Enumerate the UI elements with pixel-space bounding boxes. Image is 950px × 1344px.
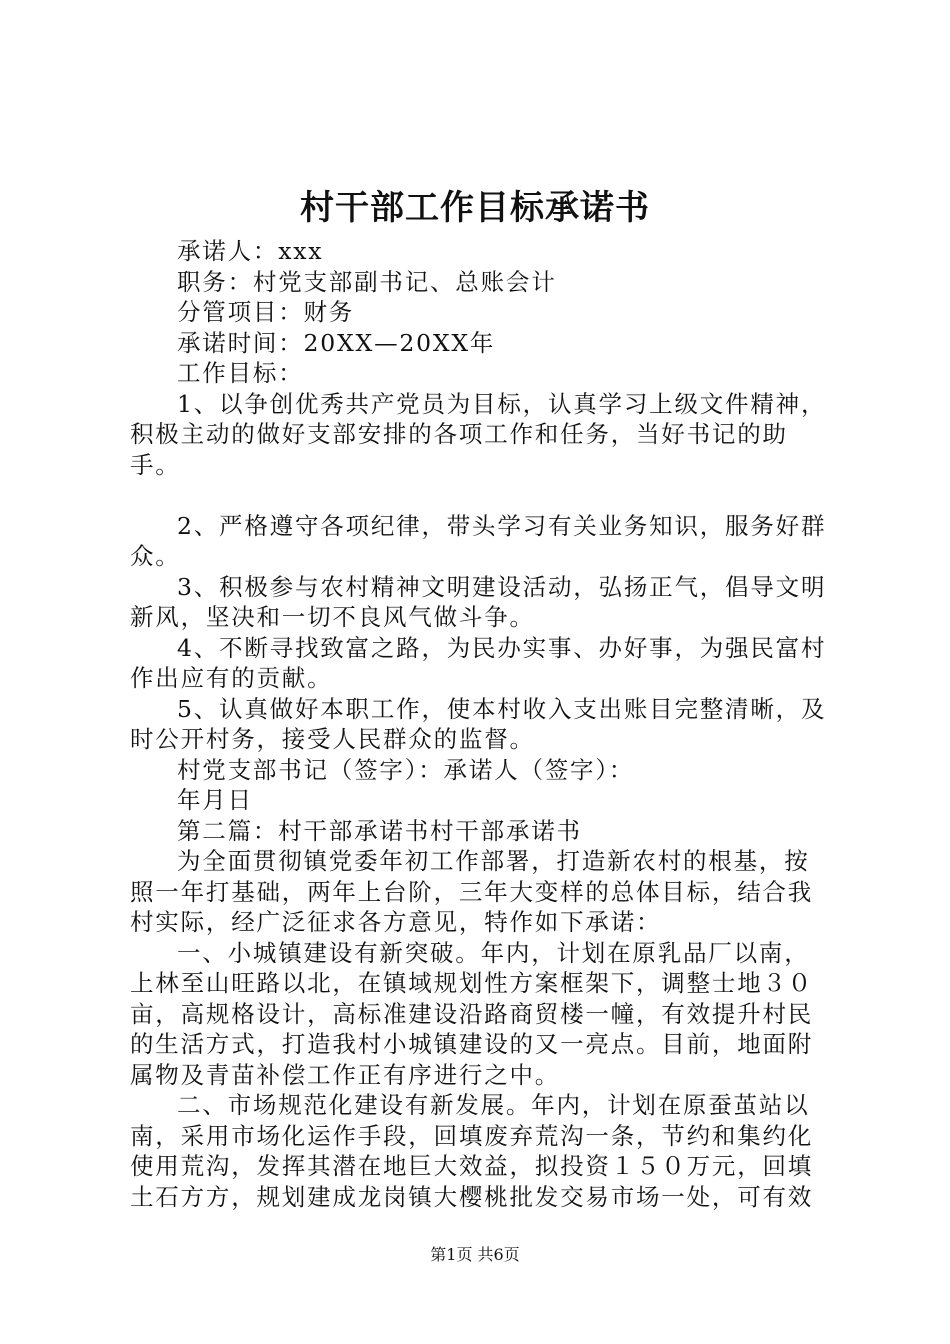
document-body	[130, 236, 832, 1212]
page-number: 第1页 共6页	[430, 1245, 520, 1264]
commitment-item-1: 一、小城镇建设有新突破。年内，计划在原乳品厂以南，上林至山旺路以北，在镇域规划性方案框架下，调整士地３０亩，高规格设计，高标准建设沿路商贸楼一幢，有效提升村民的生活方式，打造我村小城镇建设的又一亮点。目前，地面附属物及青苗补偿工作正有序进行之中。	[130, 938, 814, 1089]
date-line: 年月日	[177, 786, 253, 814]
intro-paragraph: 为全面贯彻镇党委年初工作部署，打造新农村的根基，按照一年打基础，两年上台阶，三年大变样的总体目标，结合我村实际，经广泛征求各方意见，特作如下承诺：	[130, 847, 814, 936]
work-goals-heading: 工作目标：	[177, 359, 304, 387]
goal-item-1: 1、以争创优秀共产党员为目标，认真学习上级文件精神，积极主动的做好支部安排的各项工作和任务，当好书记的助手。	[130, 389, 827, 479]
signature-line: 村党支部书记（签字）：承诺人（签字）：	[177, 755, 635, 784]
managed-item-line: 分管项目：财务	[177, 298, 355, 326]
document-title: 村干部工作目标承诺书	[300, 188, 650, 228]
goal-item-3: 3、积极参与农村精神文明建设活动，弘扬正气，倡导文明新风，坚决和一切不良风气做斗争。	[130, 572, 827, 631]
second-article-heading: 第二篇：村干部承诺书村干部承诺书	[177, 816, 582, 845]
goal-item-2: 2、严格遵守各项纪律，带头学习有关业务知识，服务好群众。	[130, 511, 827, 570]
commitment-item-2: 二、市场规范化建设有新发展。年内，计划在原蚕茧站以南，采用市场化运作手段，回填废弃荒沟一条，节约和集约化使用荒沟，发挥其潜在地巨大效益，拟投资１５０万元，回填土石方方，规划建成龙岗镇大樱桃批发交易市场一处，可有效	[130, 1091, 814, 1211]
promiser-line: 承诺人：xxx	[177, 237, 324, 265]
goal-item-5: 5、认真做好本职工作，使本村收入支出账目完整清晰，及时公开村务，接受人民群众的监督。	[130, 694, 827, 753]
goal-item-4: 4、不断寻找致富之路，为民办实事、办好事，为强民富村作出应有的贡献。	[130, 633, 827, 692]
promise-period-line: 承诺时间：20XX—20XX年	[177, 328, 496, 357]
position-line: 职务：村党支部副书记、总账会计	[177, 267, 557, 296]
